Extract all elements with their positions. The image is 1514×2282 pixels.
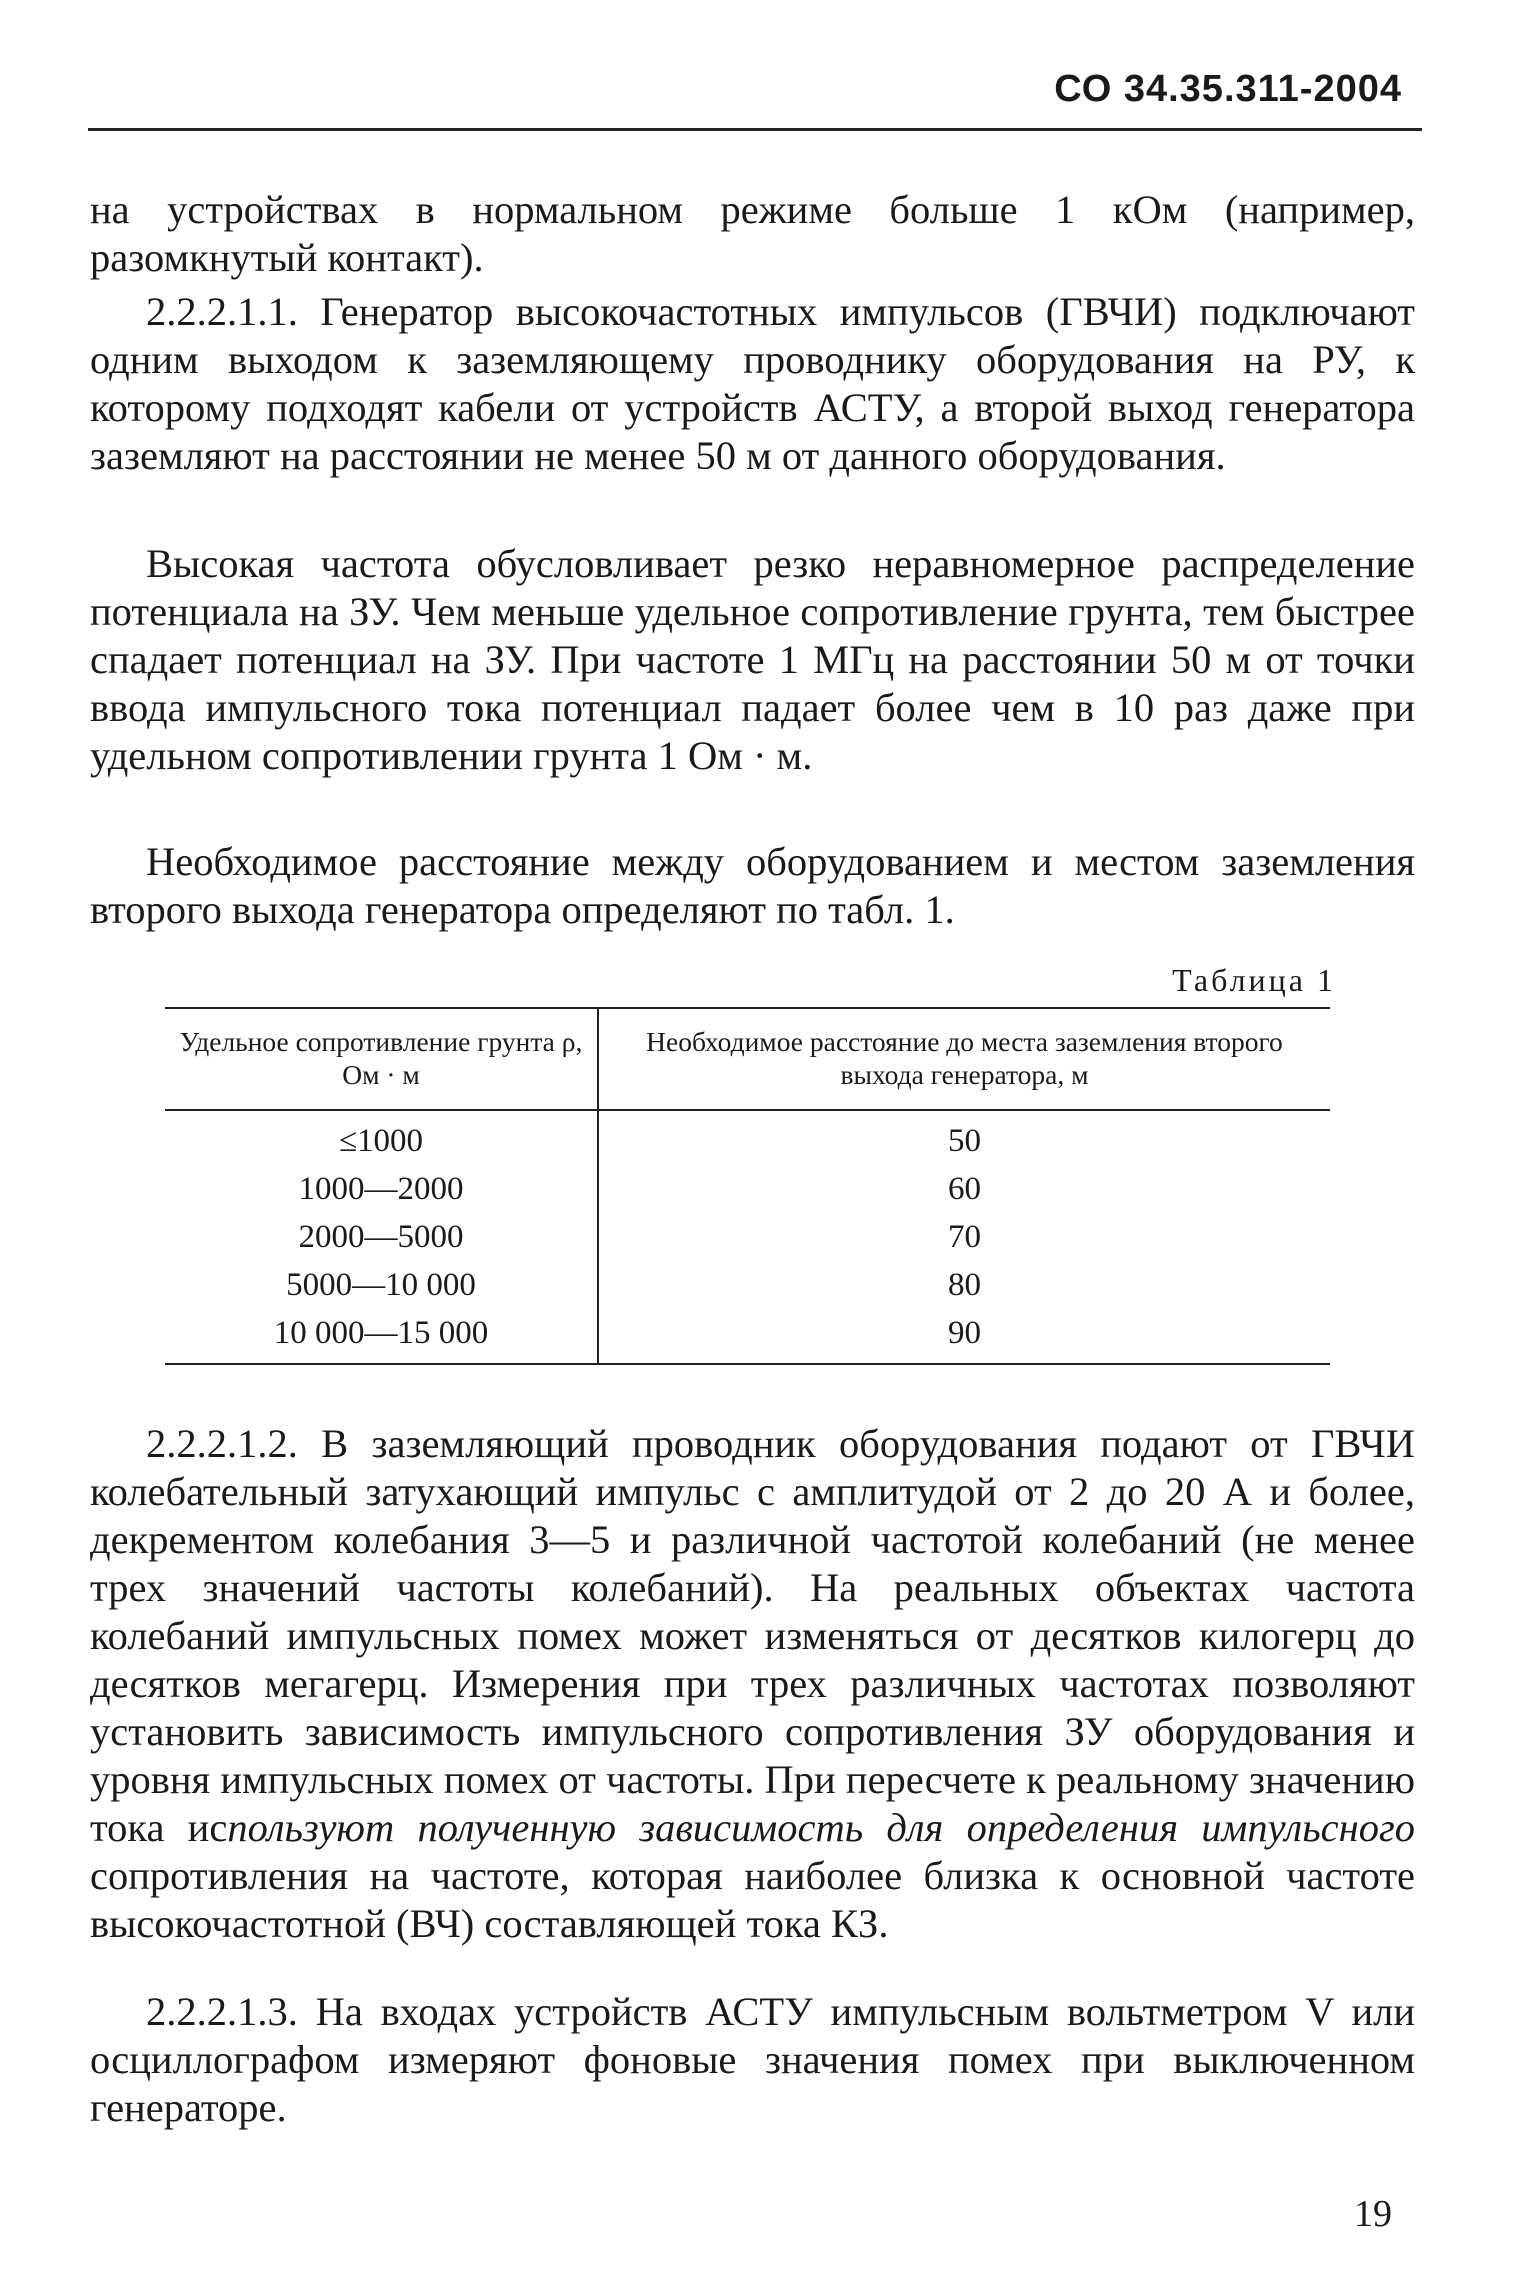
table-row bbox=[165, 1165, 1330, 1213]
paragraph-text: Высокая частота обусловливает резко неравномерное распределение потенциала на ЗУ. Чем меньше удельное сопротивление грунта, тем быстрее спадает потенциал на ЗУ. При частоте 1 МГц на расстоянии 50 м от точки ввода импульсного тока потенциал падает более чем в 10 раз даже при удельном сопротивлении грунта 1 Ом · м. bbox=[90, 541, 1415, 778]
paragraph-text-italic: пользуют полученную зависимость для определения импульсного bbox=[227, 1805, 1415, 1850]
paragraph-high-frequency bbox=[90, 540, 1415, 780]
distance-cell: 60 bbox=[948, 1170, 981, 1207]
table-row bbox=[165, 1261, 1330, 1309]
resistivity-cell: ≤1000 bbox=[165, 1110, 598, 1165]
paragraph-text: на устройствах в нормальном режиме больше 1 кОм (например, разомкнутый контакт). bbox=[90, 187, 1415, 280]
paragraph-text: 2.2.2.1.3. На входах устройств АСТУ импульсным вольтметром V или осциллографом измеряют фоновые значения помех при выключенном генераторе. bbox=[90, 1989, 1415, 2130]
resistivity-cell: 1000—2000 bbox=[165, 1165, 598, 1213]
distance-cell: 50 bbox=[948, 1122, 981, 1159]
table-row bbox=[165, 1110, 1330, 1165]
resistivity-cell: 2000—5000 bbox=[165, 1213, 598, 1261]
paragraph-required-distance bbox=[90, 838, 1415, 934]
distance-cell: 80 bbox=[948, 1266, 981, 1303]
column-header-distance: Необходимое расстояние до места заземления второго выхода генератора, м bbox=[598, 1008, 1330, 1110]
column-header-resistivity: Удельное сопротивление грунта ρ, Ом · м bbox=[165, 1008, 598, 1110]
page-number: 19 bbox=[1354, 2193, 1392, 2235]
table-header-row bbox=[165, 1008, 1330, 1110]
paragraph-text-end: сопротивления на частоте, которая наиболее близка к основной частоте высокочастотной (ВЧ) составляющей тока КЗ. bbox=[90, 1853, 1415, 1946]
table-row bbox=[165, 1213, 1330, 1261]
paragraph-text: 2.2.2.1.1. Генератор высокочастотных импульсов (ГВЧИ) подключают одним выходом к заземляющему проводнику оборудования на РУ, к которому подходят кабели от устройств АСТУ, а второй выход генератора заземляют на расстоянии не менее 50 м от данного оборудования. bbox=[90, 289, 1415, 478]
paragraph-continuation bbox=[90, 186, 1415, 282]
distance-table bbox=[165, 1007, 1330, 1365]
document-code: СО 34.35.311-2004 bbox=[1054, 68, 1402, 110]
distance-cell: 70 bbox=[948, 1218, 981, 1255]
paragraph-2-2-2-1-1 bbox=[90, 288, 1415, 480]
paragraph-text: Необходимое расстояние между оборудованием и местом заземления второго выхода генератора определяют по табл. 1. bbox=[90, 839, 1415, 932]
header-rule bbox=[88, 128, 1422, 131]
resistivity-cell: 10 000—15 000 bbox=[165, 1309, 598, 1364]
paragraph-2-2-2-1-2 bbox=[90, 1420, 1415, 1948]
paragraph-text bbox=[90, 1420, 1415, 1948]
table-row bbox=[165, 1309, 1330, 1364]
paragraph-text-start: 2.2.2.1.2. В заземляющий проводник оборудования подают от ГВЧИ колебательный затухающий импульс с амплитудой от 2 до 20 А и более, декрементом колебания 3—5 и различной частотой колебаний (не менее трех значений частоты колебаний). На реальных объектах частота колебаний импульсных помех может изменяться от десятков килогерц до десятков мегагерц. Измерения при трех различных частотах позволяют установить зависимость импульсного сопротивления ЗУ оборудования и уровня импульсных помех от частоты. При пересчете к реальному значению тока ис bbox=[90, 1421, 1415, 1850]
resistivity-cell: 5000—10 000 bbox=[165, 1261, 598, 1309]
paragraph-2-2-2-1-3 bbox=[90, 1988, 1415, 2132]
table-caption: Таблица 1 bbox=[1172, 962, 1336, 998]
distance-cell: 90 bbox=[598, 1309, 1330, 1364]
